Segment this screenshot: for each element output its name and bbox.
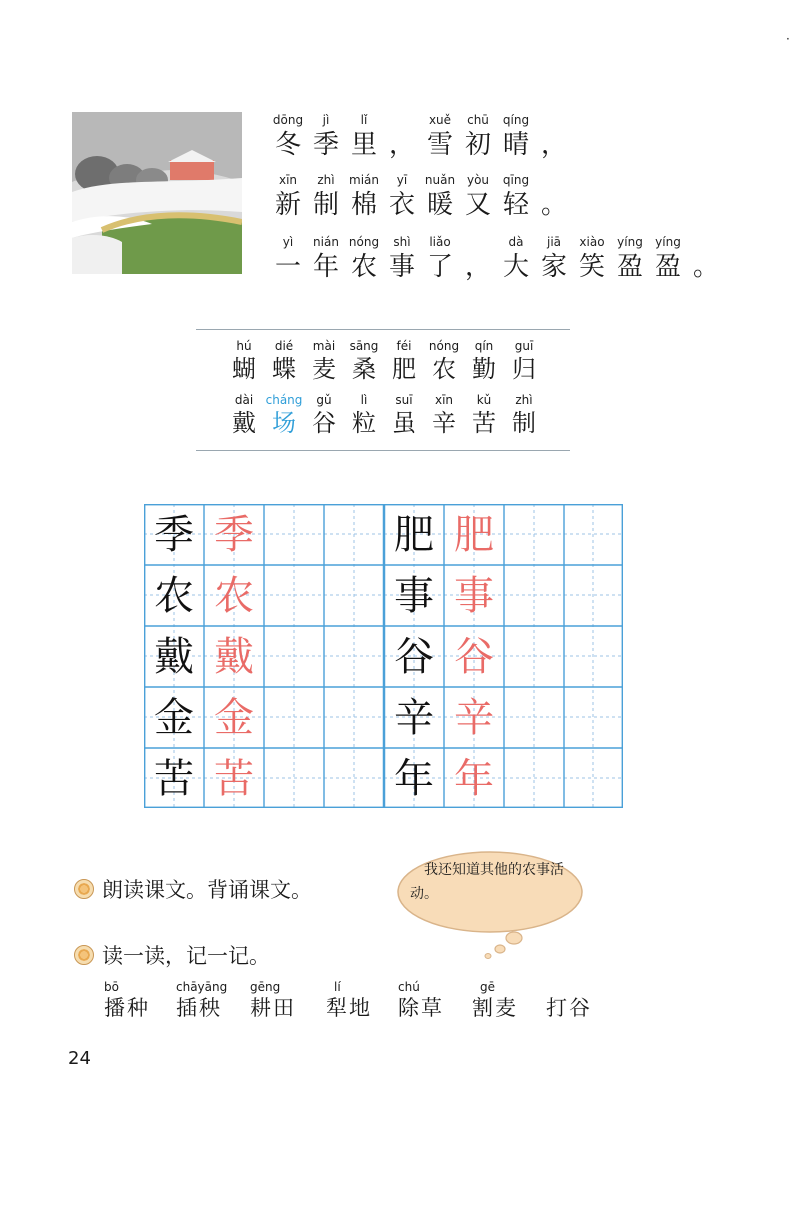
vocab-word: lí 犁地	[326, 980, 372, 1020]
poem-char: yì 一	[274, 235, 301, 282]
new-word: kǔ 苦	[472, 393, 496, 437]
trace-char: 金	[214, 695, 254, 741]
new-word: lì 粒	[352, 393, 376, 437]
model-char: 年	[394, 756, 434, 802]
new-word: mài 麦	[312, 339, 336, 383]
poem-char: yī 衣	[388, 173, 415, 220]
new-word: sāng 桑	[349, 339, 379, 383]
model-char: 季	[154, 512, 194, 558]
new-word: féi 肥	[392, 339, 416, 383]
exercise-bullet-icon	[74, 879, 94, 899]
new-word-polyphonic: cháng 场	[265, 393, 303, 437]
model-char: 苦	[154, 756, 194, 802]
new-word: qín 勤	[472, 339, 496, 383]
vocab-word: chāyāng 插秧	[176, 980, 228, 1020]
poem-char: jiā 家	[540, 235, 567, 282]
poem-char: jì 季	[312, 113, 339, 160]
vocab-word: gē 割麦	[472, 980, 518, 1020]
poem-char: 。	[692, 252, 719, 282]
poem-char: nuǎn 暖	[424, 173, 456, 220]
poem-char: dà 大	[502, 235, 529, 282]
model-char: 戴	[154, 634, 194, 680]
winter-illustration	[72, 112, 242, 274]
vocab-word: chú 除草	[398, 980, 444, 1020]
corner-mark: ·	[786, 32, 790, 46]
poem-char: 。	[540, 190, 567, 220]
poem-char: chū 初	[464, 113, 491, 160]
poem-char: ，	[464, 252, 491, 282]
trace-char: 辛	[454, 695, 494, 741]
new-word: hú 蝴	[232, 339, 256, 383]
new-word: dài 戴	[232, 393, 256, 437]
model-char: 农	[154, 573, 194, 619]
exercise-1-text: 朗读课文。背诵课文。	[102, 878, 312, 902]
exercise-2-text: 读一读，记一记。	[102, 944, 270, 968]
poem-char: ，	[388, 130, 415, 160]
trace-char: 季	[214, 512, 254, 558]
poem-char: mián 棉	[349, 173, 379, 220]
exercise-1	[74, 876, 312, 904]
poem-char: yíng 盈	[654, 235, 681, 282]
word-box-top-rule	[196, 329, 570, 330]
new-word: suī 虽	[392, 393, 416, 437]
bubble-text: 我还知道其他的农事活动。	[410, 862, 564, 902]
model-char: 辛	[394, 695, 434, 741]
exercise-2	[74, 942, 270, 970]
page-number: 24	[68, 1048, 91, 1069]
poem-char: qīng 轻	[502, 173, 530, 220]
trace-char: 农	[214, 573, 254, 619]
poem-char: dōng 冬	[272, 113, 304, 160]
poem-char: liǎo 了	[426, 235, 453, 282]
vocab-word: bō 播种	[104, 980, 150, 1020]
poem-char: xiào 笑	[578, 235, 605, 282]
new-word: zhì 制	[512, 393, 536, 437]
trace-char: 肥	[454, 512, 494, 558]
poem-char: xīn 新	[274, 173, 301, 220]
word-box-bottom-rule	[196, 450, 570, 451]
poem-char: lǐ 里	[350, 113, 377, 160]
poem-char: xuě 雪	[426, 113, 453, 160]
new-word: nóng 农	[428, 339, 460, 383]
new-word: xīn 辛	[432, 393, 456, 437]
model-char: 谷	[394, 634, 434, 680]
exercise-bullet-icon	[74, 945, 94, 965]
trace-char: 事	[454, 573, 494, 619]
trace-char: 戴	[214, 634, 254, 680]
model-char: 事	[394, 573, 434, 619]
poem-char: nóng 农	[348, 235, 380, 282]
poem-char: ，	[540, 130, 567, 160]
poem-char: yíng 盈	[616, 235, 643, 282]
poem-char: shì 事	[388, 235, 415, 282]
word-row-1	[222, 338, 552, 386]
trace-char: 谷	[454, 634, 494, 680]
trace-char: 年	[454, 756, 494, 802]
poem-char: yòu 又	[464, 173, 491, 220]
poem-char: zhì 制	[312, 173, 339, 220]
new-word: guī 归	[512, 339, 536, 383]
model-char: 金	[154, 695, 194, 741]
vocab-word: gēng 耕田	[250, 980, 296, 1020]
vocab-word: 打谷	[546, 996, 592, 1020]
poem-char: nián 年	[312, 235, 339, 282]
word-row-2	[222, 392, 552, 440]
trace-char: 苦	[214, 756, 254, 802]
new-word: dié 蝶	[272, 339, 296, 383]
poem-char: qíng 晴	[502, 113, 530, 160]
model-char: 肥	[394, 512, 434, 558]
new-word: gǔ 谷	[312, 393, 336, 437]
